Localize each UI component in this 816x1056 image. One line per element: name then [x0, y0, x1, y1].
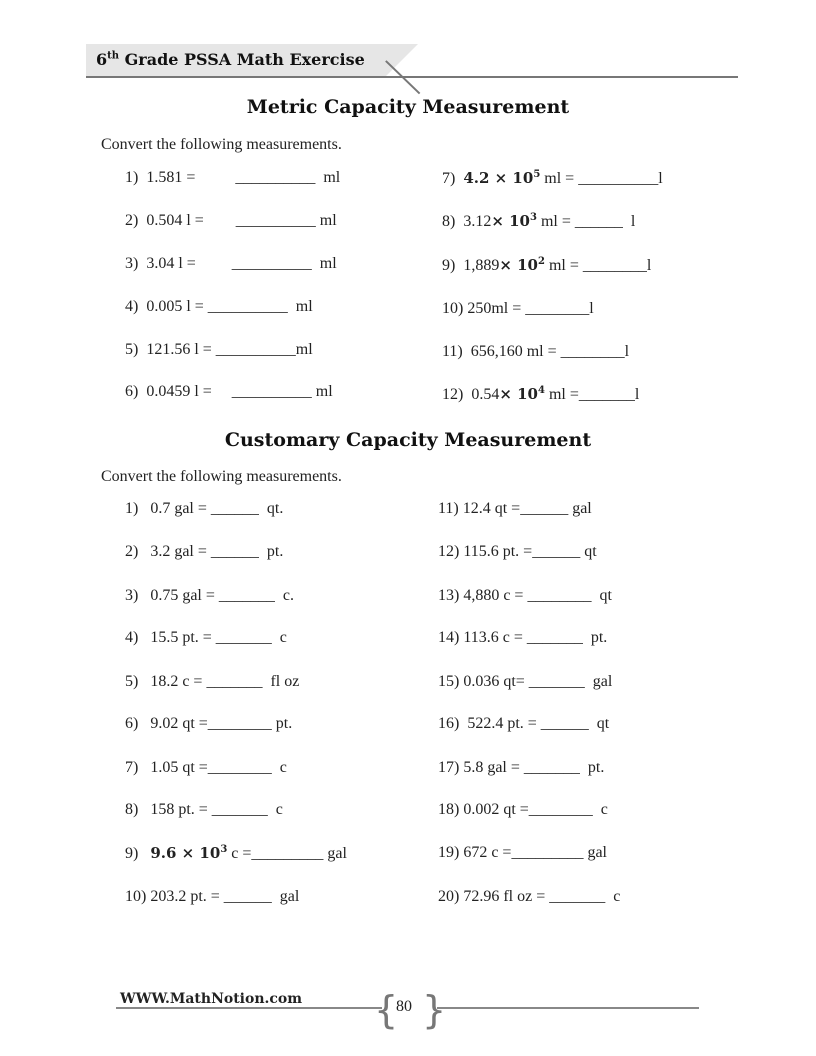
customary-problem-11: 11) 12.4 qt =______ gal: [438, 500, 592, 517]
metric-problem-10: 10) 250ml = ________l: [442, 300, 594, 317]
customary-problem-15: 15) 0.036 qt= _______ gal: [438, 673, 613, 690]
customary-problem-19: 19) 672 c =_________ gal: [438, 844, 607, 861]
metric-problem-12: 12) $0.54\times 10^4$ ml =_______l: [442, 385, 640, 403]
metric-problem-9: 9) $1,889\times 10^2$ ml = ________l: [442, 256, 652, 274]
left-brace-icon: {: [374, 988, 399, 1032]
customary-problem-8: 8) 158 pt. = _______ c: [125, 801, 283, 818]
metric-problem-2: 2) 0.504 l = __________ ml: [125, 212, 337, 229]
customary-problem-13: 13) 4,880 c = ________ qt: [438, 587, 612, 604]
page-number: 80: [396, 998, 412, 1015]
customary-problem-16: 16) 522.4 pt. = ______ qt: [438, 715, 610, 732]
footer-url: WWW.MathNotion.com: [120, 991, 303, 1007]
customary-problem-6: 6) 9.02 qt =________ pt.: [125, 715, 293, 732]
header-rule: [86, 76, 738, 78]
customary-problem-18: 18) 0.002 qt =________ c: [438, 801, 608, 818]
header-title: 6th Grade PSSA Math Exercise: [96, 50, 365, 69]
right-brace-icon: }: [422, 988, 447, 1032]
metric-section-title: Metric Capacity Measurement: [246, 96, 570, 118]
customary-problem-20: 20) 72.96 fl oz = _______ c: [438, 888, 621, 905]
footer-rule-left: [116, 1007, 382, 1009]
customary-problem-5: 5) 18.2 c = _______ fl oz: [125, 673, 300, 690]
customary-instruction: Convert the following measurements.: [101, 468, 342, 485]
customary-section-title: Customary Capacity Measurement: [224, 429, 592, 451]
metric-problem-4: 4) 0.005 l = __________ ml: [125, 298, 313, 315]
metric-problem-6: 6) 0.0459 l = __________ ml: [125, 383, 333, 400]
header-tab-slant: [385, 44, 418, 77]
customary-problem-12: 12) 115.6 pt. =______ qt: [438, 543, 597, 560]
metric-instruction: Convert the following measurements.: [101, 136, 342, 153]
metric-problem-11: 11) 656,160 ml = ________l: [442, 343, 630, 360]
metric-problem-3: 3) 3.04 l = __________ ml: [125, 255, 337, 272]
customary-problem-3: 3) 0.75 gal = _______ c.: [125, 587, 294, 604]
customary-problem-7: 7) 1.05 qt =________ c: [125, 759, 287, 776]
metric-problem-8: 8) $3.12\times 10^3$ ml = ______ l: [442, 212, 636, 230]
customary-problem-4: 4) 15.5 pt. = _______ c: [125, 629, 287, 646]
customary-problem-9: 9) $9.6 \times 10^3$ c =_________ gal: [125, 844, 347, 862]
metric-problem-7: 7) $4.2 \times 10^5$ ml = __________l: [442, 169, 663, 187]
metric-problem-5: 5) 121.56 l = __________ml: [125, 341, 313, 358]
customary-problem-14: 14) 113.6 c = _______ pt.: [438, 629, 608, 646]
customary-problem-1: 1) 0.7 gal = ______ qt.: [125, 500, 284, 517]
customary-problem-10: 10) 203.2 pt. = ______ gal: [125, 888, 300, 905]
customary-problem-2: 2) 3.2 gal = ______ pt.: [125, 543, 284, 560]
footer-rule-right: [437, 1007, 699, 1009]
customary-problem-17: 17) 5.8 gal = _______ pt.: [438, 759, 605, 776]
metric-problem-1: 1) 1.581 = __________ ml: [125, 169, 341, 186]
